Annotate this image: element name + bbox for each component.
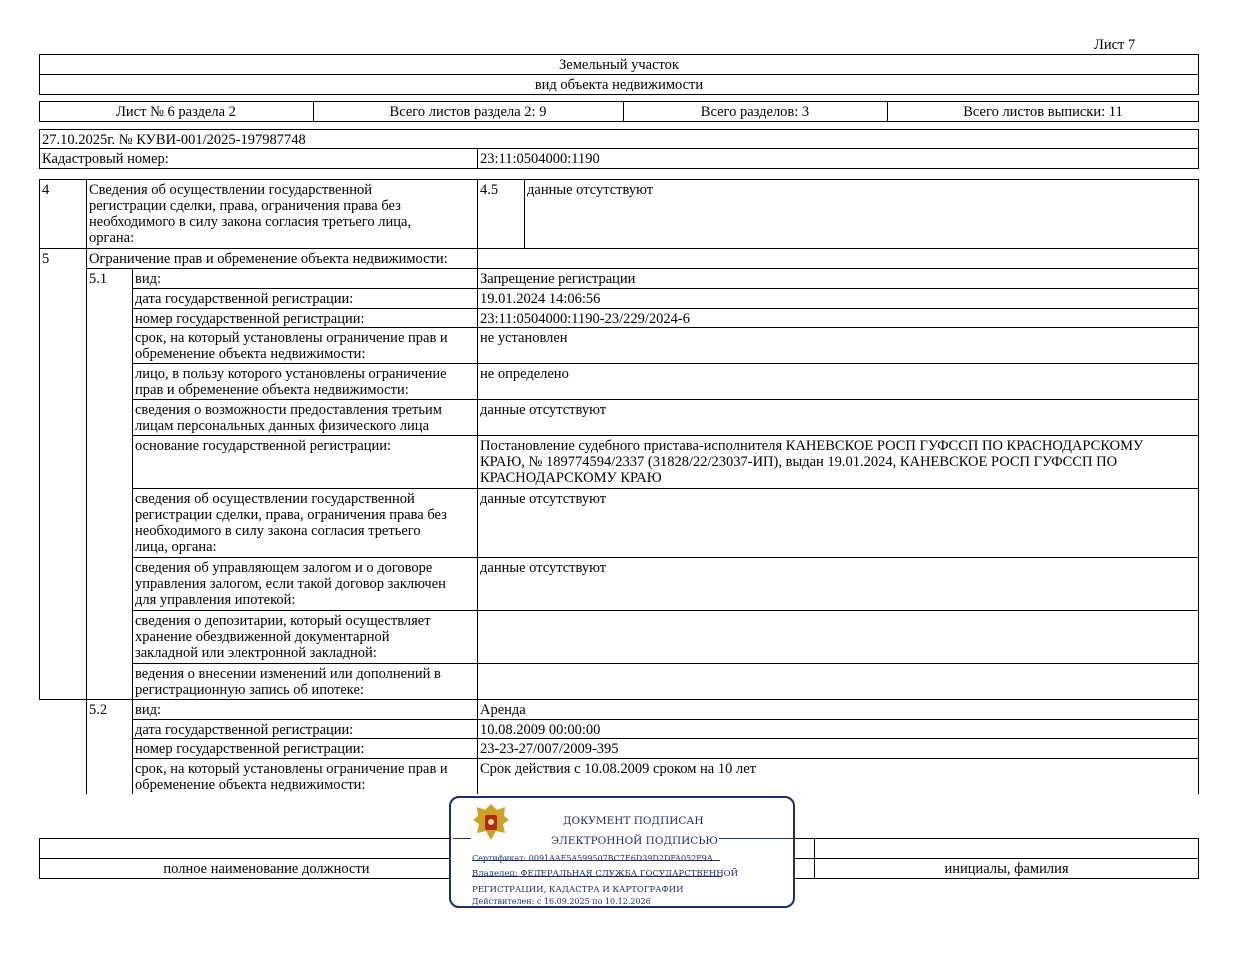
item-5-1-basis-value: Постановление судебного пристава-исполнителя КАНЕВСКОЕ РОСП ГУФССП ПО КРАСНОДАРСКОМУ КРАЮ, № 189774594/2337 (31828/22/23037-ИП), выдан 19.01.2024, КАНЕВСКОЕ РОСП ГУФССП ПО КРАСНОДАРСКОМУ КРАЮ: [480, 438, 1144, 486]
item-5-1-date-value: 19.01.2024 14:06:56: [480, 291, 601, 307]
name-caption: инициалы, фамилия: [944, 861, 1069, 877]
item-5-1-pledge-manager-value: данные отсутствуют: [480, 560, 607, 576]
sections-total: Всего разделов: 3: [700, 104, 810, 120]
item-5-2-term-label: срок, на который установлены ограничение прав и обременение объекта недвижимости:: [135, 761, 448, 793]
section-5-number: 5: [42, 251, 50, 267]
item-5-1-basis-label: основание государственной регистрации:: [135, 438, 392, 454]
item-5-1-date-label: дата государственной регистрации:: [135, 291, 354, 307]
electronic-signature-stamp: [449, 796, 795, 908]
section-4-number: 4: [42, 182, 50, 198]
item-5-1-depositary-label: сведения о депозитарии, который осуществляет хранение обездвиженной документарной закладной или электронной закладной:: [135, 613, 431, 661]
item-5-1-personal-data-label: сведения о возможности предоставления третьим лицам персональных данных физического лица: [135, 402, 442, 434]
item-5-1-kind-label: вид:: [135, 271, 162, 287]
object-type-caption: вид объекта недвижимости: [534, 77, 704, 93]
item-5-1-mortgage-changes-label: ведения о внесении изменений или дополнений в регистрационную запись об ипотеке:: [135, 666, 441, 698]
item-5-1-kind-value: Запрещение регистрации: [480, 271, 636, 287]
item-5-1-consent-value: данные отсутствуют: [480, 491, 607, 507]
sheet-label: Лист 7: [1094, 37, 1136, 53]
section-4-label: Сведения об осуществлении государственной регистрации сделки, права, ограничения права без необходимого в силу закона согласия третьего лица, органа:: [89, 182, 412, 246]
section-4-5-number: 4.5: [480, 182, 499, 198]
item-5-1-consent-label: сведения об осуществлении государственной регистрации сделки, права, ограничения права без необходимого в силу закона согласия третьего лица, органа:: [135, 491, 447, 555]
section-5-label: Ограничение прав и обременение объекта недвижимости:: [89, 251, 448, 267]
cadastral-number: 23:11:0504000:1190: [480, 151, 600, 167]
sheets-total: Всего листов выписки: 11: [963, 104, 1123, 120]
item-5-2-date-value: 10.08.2009 00:00:00: [480, 722, 601, 738]
position-caption: полное наименование должности: [163, 861, 370, 877]
item-5-1-pledge-manager-label: сведения об управляющем залогом и о договоре управления залогом, если такой договор заключен для управления ипотекой:: [135, 560, 446, 608]
sheet-in-section: Лист № 6 раздела 2: [116, 104, 236, 120]
stamp-owner-line2: РЕГИСТРАЦИИ, КАДАСТРА И КАРТОГРАФИИ: [472, 885, 684, 895]
stamp-owner-line1: Владелец: ФЕДЕРАЛЬНАЯ СЛУЖБА ГОСУДАРСТВЕННОЙ: [472, 869, 739, 879]
item-5-2-regnum-value: 23-23-27/007/2009-395: [480, 741, 619, 757]
item-5-2-kind-label: вид:: [135, 702, 162, 718]
stamp-title-line2: ЭЛЕКТРОННОЙ ПОДПИСЬЮ: [551, 835, 718, 847]
stamp-validity: Действителен: с 16.09.2025 по 10.12.2026: [472, 897, 651, 906]
item-5-2-date-label: дата государственной регистрации:: [135, 722, 354, 738]
item-5-2-kind-value: Аренда: [480, 702, 526, 718]
item-5-1-regnum-label: номер государственной регистрации:: [135, 311, 365, 327]
item-5-1-regnum-value: 23:11:0504000:1190-23/229/2024-6: [480, 311, 690, 327]
item-5-1-beneficiary-label: лицо, в пользу которого установлены ограничение прав и обременение объекта недвижимости:: [135, 366, 447, 398]
coat-of-arms-emblem-icon: [471, 802, 511, 844]
item-5-1-term-label: срок, на который установлены ограничение прав и обременение объекта недвижимости:: [135, 330, 448, 362]
sheets-in-section: Всего листов раздела 2: 9: [389, 104, 547, 120]
object-type: Земельный участок: [559, 57, 679, 73]
item-5-1-personal-data-value: данные отсутствуют: [480, 402, 607, 418]
item-5-2-term-value: Срок действия с 10.08.2009 сроком на 10 лет: [480, 761, 756, 777]
section-4-5-value: данные отсутствуют: [527, 182, 654, 198]
stamp-certificate: Сертификат: 0091AAF5A599507BC7E6D39D2DFA052F9A: [472, 854, 713, 863]
item-5-2-regnum-label: номер государственной регистрации:: [135, 741, 365, 757]
item-5-1-beneficiary-value: не определено: [480, 366, 569, 382]
item-5-1-number: 5.1: [89, 271, 108, 287]
item-5-1-term-value: не установлен: [480, 330, 568, 346]
stamp-title-line1: ДОКУМЕНТ ПОДПИСАН: [563, 815, 704, 827]
document-date-number: 27.10.2025г. № КУВИ-001/2025-197987748: [42, 132, 306, 148]
cadastral-label: Кадастровый номер:: [42, 151, 169, 167]
item-5-2-number: 5.2: [89, 702, 108, 718]
